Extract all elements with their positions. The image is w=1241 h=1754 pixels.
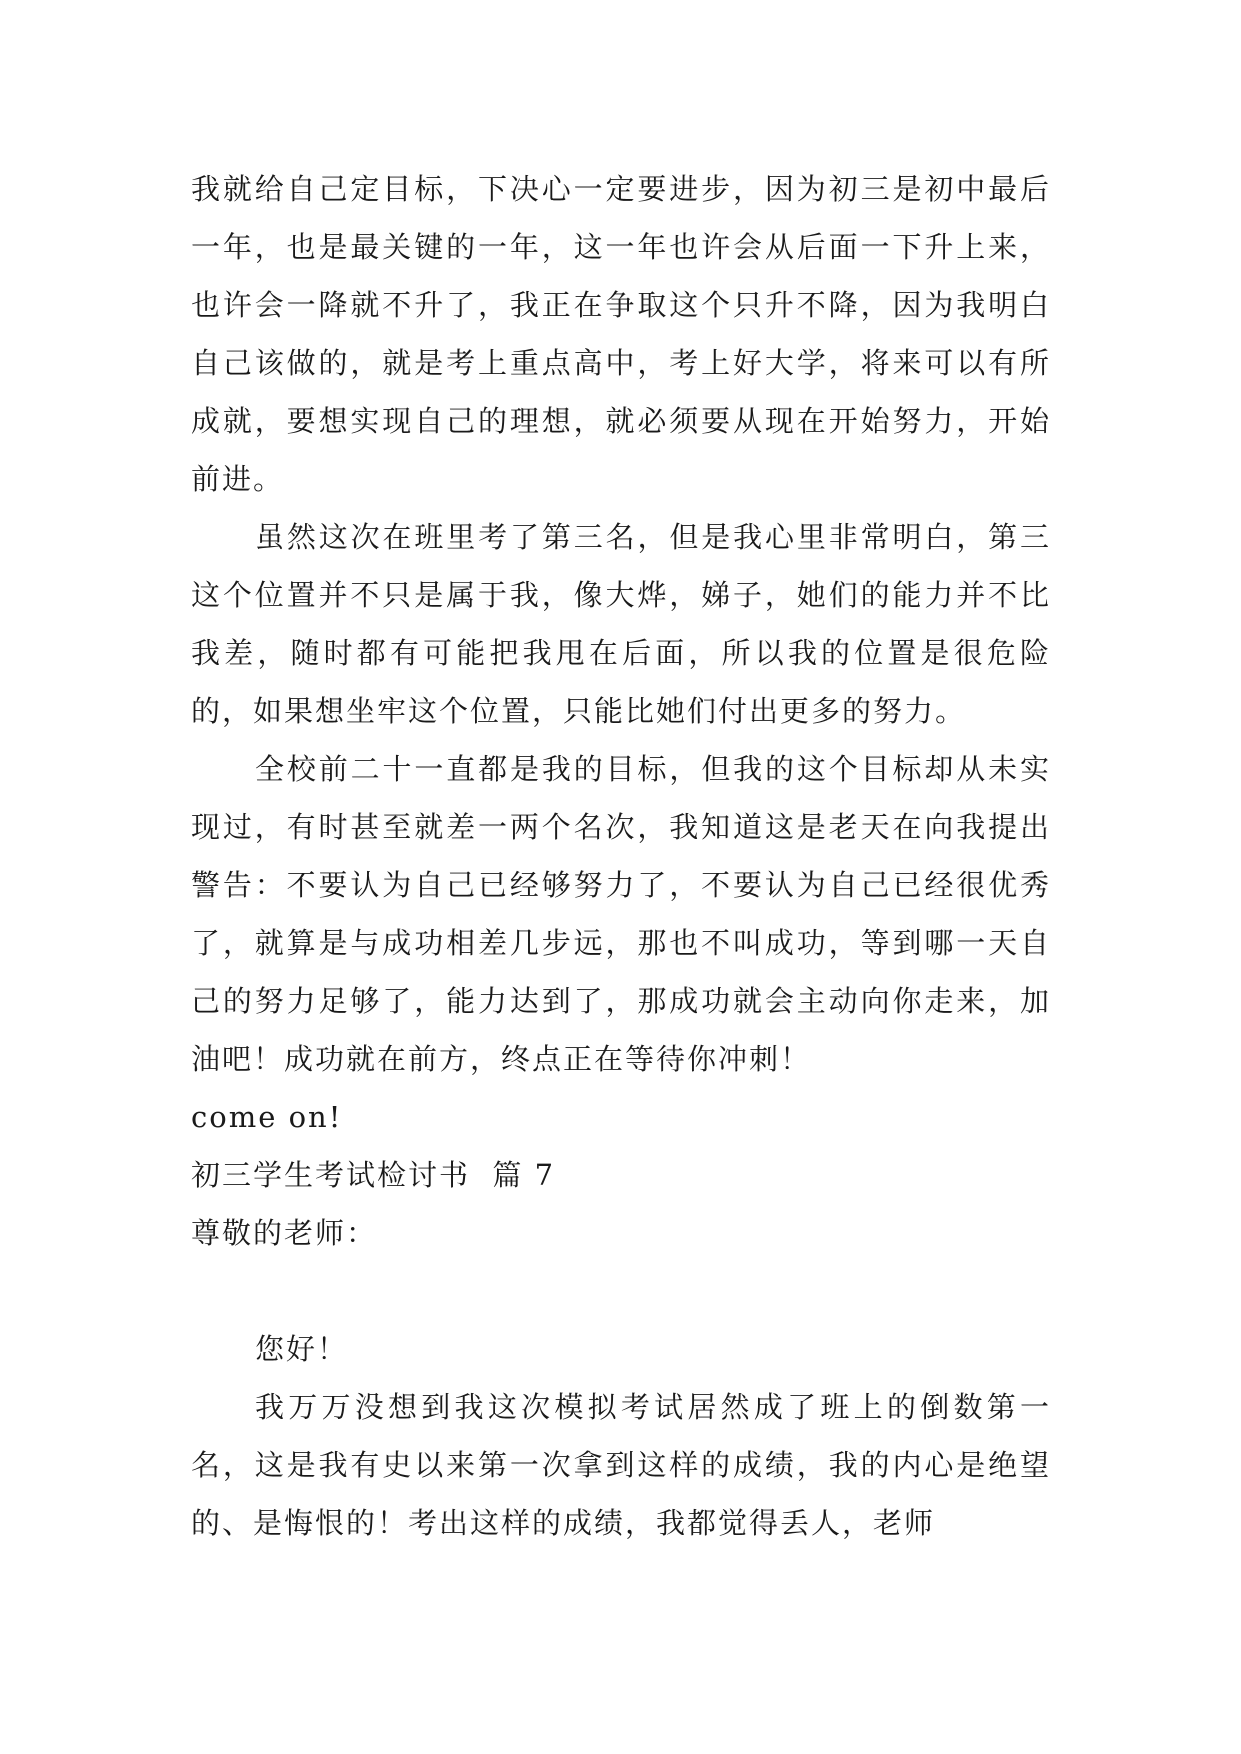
greeting: 您好！ [255,1332,349,1366]
paragraph-come-on: come on! [191,1100,343,1134]
section-title: 初三学生考试检讨书 篇 7 [191,1158,556,1192]
document-page [191,160,1051,1552]
paragraph-school-top-twenty: 全校前二十一直都是我的目标，但我的这个目标却从未实现过，有时甚至就差一两个名次，我知道这是老天在向我提出警告：不要认为自己已经够努力了，不要认为自己已经很优秀了，就算是与成功相差几步远，那也不叫成功，等到哪一天自己的努力足够了，能力达到了，那成功就会主动向你走来，加油吧！成功就在前方，终点正在等待你冲刺！ [191,752,1051,1076]
paragraph-third-place: 虽然这次在班里考了第三名，但是我心里非常明白，第三这个位置并不只是属于我，像大烨，娣子，她们的能力并不比我差，随时都有可能把我甩在后面，所以我的位置是很危险的，如果想坐牢这个位置，只能比她们付出更多的努力。 [191,520,1051,728]
paragraph-goal: 我就给自己定目标，下决心一定要进步，因为初三是初中最后一年，也是最关键的一年，这一年也许会从后面一下升上来，也许会一降就不升了，我正在争取这个只升不降，因为我明白自己该做的，就是考上重点高中，考上好大学，将来可以有所成就，要想实现自己的理想，就必须要从现在开始努力，开始前进。 [191,172,1051,496]
blank-line [191,1262,1051,1320]
paragraph-mock-exam: 我万万没想到我这次模拟考试居然成了班上的倒数第一名，这是我有史以来第一次拿到这样的成绩，我的内心是绝望的、是悔恨的！考出这样的成绩，我都觉得丢人，老师 [191,1390,1051,1540]
salutation: 尊敬的老师： [191,1216,378,1250]
